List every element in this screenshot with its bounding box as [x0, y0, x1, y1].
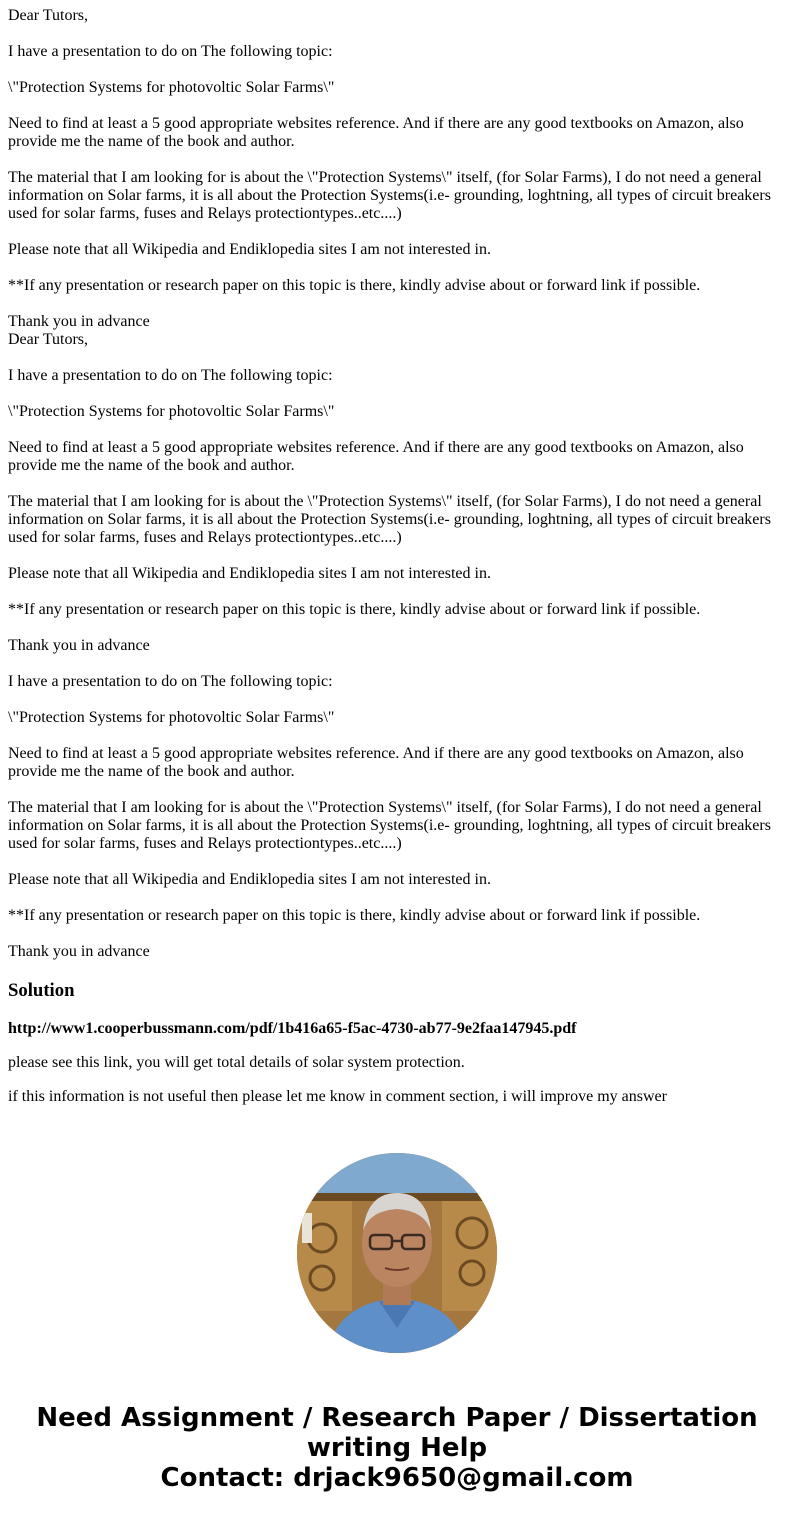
- question-paragraph: \"Protection Systems for photovoltic Solar Farms\": [8, 403, 335, 420]
- solution-section: [8, 980, 786, 1122]
- question-paragraph: \"Protection Systems for photovoltic Solar Farms\": [8, 79, 335, 96]
- question-paragraph: Need to find at least a 5 good appropriate websites reference. And if there are any good textbooks on Amazon, also provide me the name of the book and author.: [8, 439, 744, 474]
- solution-text: if this information is not useful then please let me know in comment section, i will improve my answer: [8, 1088, 667, 1105]
- question-paragraph: \"Protection Systems for photovoltic Solar Farms\": [8, 709, 335, 726]
- question-paragraph: Please note that all Wikipedia and Endiklopedia sites I am not interested in.: [8, 565, 491, 582]
- promo-line: writing Help: [306, 1433, 488, 1463]
- solution-link[interactable]: http://www1.cooperbussmann.com/pdf/1b416a65-f5ac-4730-ab77-9e2faa147945.pdf: [8, 1020, 577, 1037]
- question-paragraph: **If any presentation or research paper on this topic is there, kindly advise about or forward link if possible.: [8, 601, 701, 618]
- question-paragraph: The material that I am looking for is about the \"Protection Systems\" itself, (for Solar Farms), I do not need a general information on Solar farms, it is all about the Protection Systems(i.e- grounding, loghtning, all types of circuit breakers used for solar farms, fuses and Relays protectiontypes..etc....): [8, 169, 771, 222]
- question-paragraph: Thank you in advance: [8, 637, 150, 654]
- question-paragraph: **If any presentation or research paper on this topic is there, kindly advise about or forward link if possible.: [8, 907, 701, 924]
- question-paragraph: The material that I am looking for is about the \"Protection Systems\" itself, (for Solar Farms), I do not need a general information on Solar farms, it is all about the Protection Systems(i.e- grounding, loghtning, all types of circuit breakers used for solar farms, fuses and Relays protectiontypes..etc....): [8, 493, 771, 546]
- avatar: [297, 1153, 497, 1353]
- question-paragraph: I have a presentation to do on The following topic:: [8, 367, 333, 384]
- greeting: Dear Tutors,: [8, 331, 89, 348]
- greeting: Dear Tutors,: [8, 7, 89, 24]
- solution-heading: Solution: [8, 980, 75, 1001]
- question-paragraph: **If any presentation or research paper on this topic is there, kindly advise about or forward link if possible.: [8, 277, 701, 294]
- promo-contact: Contact: drjack9650@gmail.com: [160, 1463, 634, 1493]
- promo-banner: [0, 1403, 794, 1493]
- question-paragraph: Please note that all Wikipedia and Endiklopedia sites I am not interested in.: [8, 871, 491, 888]
- question-paragraph: Thank you in advance: [8, 943, 150, 960]
- question-paragraph: Please note that all Wikipedia and Endiklopedia sites I am not interested in.: [8, 241, 491, 258]
- question-paragraph: Need to find at least a 5 good appropriate websites reference. And if there are any good textbooks on Amazon, also provide me the name of the book and author.: [8, 115, 744, 150]
- promo-line: Need Assignment / Research Paper / Dissertation: [36, 1403, 758, 1433]
- question-paragraph: Need to find at least a 5 good appropriate websites reference. And if there are any good textbooks on Amazon, also provide me the name of the book and author.: [8, 745, 744, 780]
- solution-text: please see this link, you will get total details of solar system protection.: [8, 1054, 465, 1071]
- question-paragraph: Thank you in advance: [8, 313, 150, 330]
- question-text: [8, 7, 786, 979]
- question-paragraph: I have a presentation to do on The following topic:: [8, 673, 333, 690]
- question-paragraph: I have a presentation to do on The following topic:: [8, 43, 333, 60]
- question-paragraph: The material that I am looking for is about the \"Protection Systems\" itself, (for Solar Farms), I do not need a general information on Solar farms, it is all about the Protection Systems(i.e- grounding, loghtning, all types of circuit breakers used for solar farms, fuses and Relays protectiontypes..etc....): [8, 799, 771, 852]
